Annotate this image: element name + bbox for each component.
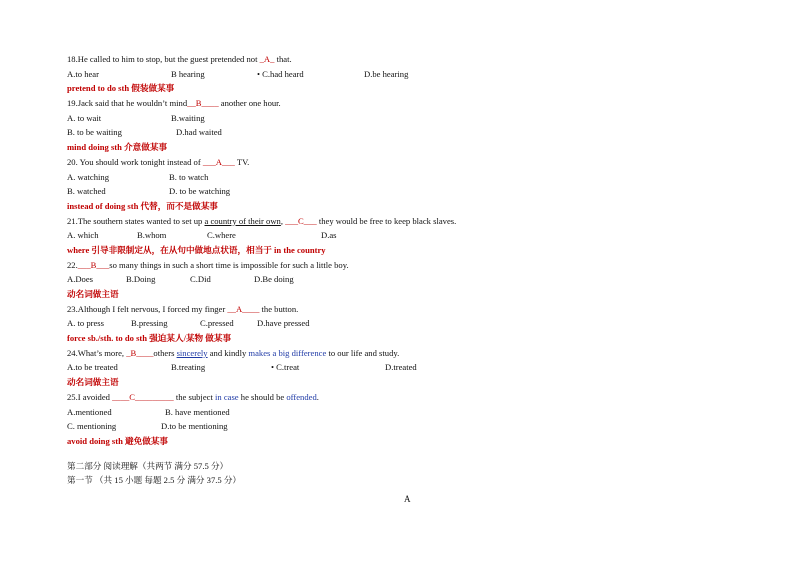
option-c: C. mentioning: [67, 421, 117, 432]
answer-blank: ___C___: [285, 215, 317, 226]
stem-text: 18.He called to him to stop, but the guest pretended not: [67, 54, 260, 64]
answer-blank: _B____: [126, 347, 154, 358]
option-b: B.whom: [137, 230, 167, 241]
highlighted-word: sincerely: [176, 347, 208, 358]
option-a: A. which: [67, 230, 99, 241]
question-18-note: pretend to do sth 假装做某事: [67, 83, 175, 94]
option-a: A. watching: [67, 171, 110, 182]
question-22-options: [67, 272, 747, 287]
question-23-note: force sb./sth. to do sth 强迫某人/某物 做某事: [67, 333, 232, 344]
question-21-stem: [67, 214, 747, 229]
question-22-stem: [67, 258, 747, 273]
stem-text: 22.: [67, 259, 78, 270]
question-22-note: 动名词做主语: [67, 289, 119, 299]
option-d: D. to be watching: [169, 186, 231, 197]
answer-blank: _A_: [259, 54, 275, 64]
stem-text: 21.The southern states wanted to set up: [67, 215, 205, 226]
question-24-options: [67, 360, 747, 375]
question-20-options-row2: [67, 184, 747, 199]
question-list: [67, 52, 747, 488]
option-c: • C.had heard: [257, 68, 304, 79]
highlighted-phrase: in case: [215, 391, 239, 402]
stem-text: 25.I avoided: [67, 391, 113, 402]
answer-blank: __A____: [227, 303, 260, 314]
question-25-note: avoid doing sth 避免做某事: [67, 435, 168, 446]
stem-text: so many things in such a short time is impossible for such a little boy.: [109, 259, 349, 270]
question-23-stem: [67, 302, 747, 317]
passage-label: A: [404, 494, 411, 504]
option-b: B.treating: [171, 362, 206, 373]
option-a: A.mentioned: [67, 406, 112, 417]
option-b: B. have mentioned: [165, 406, 230, 417]
question-21-options: [67, 228, 747, 243]
option-d: D.as: [321, 230, 337, 241]
option-a: A. to press: [67, 318, 104, 329]
highlighted-phrase: makes a big difference: [248, 347, 327, 358]
stem-text: the subject: [173, 391, 215, 402]
question-21-note: where 引导非限制定从，在从句中做地点状语，相当于 in the country: [67, 244, 326, 255]
question-19-options-row1: [67, 111, 747, 126]
stem-text: another one hour.: [218, 98, 281, 109]
option-a: A.to hear: [67, 68, 99, 79]
option-b: B. to watch: [169, 171, 209, 182]
answer-blank: ___A___: [202, 156, 235, 167]
option-c: B. to be waiting: [67, 127, 122, 138]
underlined-phrase: a country of their own: [204, 215, 281, 226]
stem-text: they would be free to keep black slaves.: [316, 215, 457, 226]
option-c: B. watched: [67, 186, 106, 197]
question-24-stem: [67, 346, 747, 361]
question-24-note: 动名词做主语: [67, 377, 119, 388]
option-c: C.Did: [190, 274, 211, 285]
option-d: D.to be mentioning: [161, 421, 228, 432]
stem-text: 24.What’s more,: [67, 347, 127, 358]
question-19-options-row2: [67, 125, 747, 140]
option-d: D.Be doing: [254, 274, 294, 285]
question-18-options: [67, 67, 747, 82]
stem-text: TV.: [234, 156, 250, 167]
option-a: A. to wait: [67, 112, 102, 123]
question-25-options-row1: [67, 405, 747, 420]
option-c: C.pressed: [200, 318, 234, 329]
option-b: B.Doing: [126, 274, 156, 285]
stem-text: 19.Jack said that he wouldn’t mind: [67, 98, 188, 109]
stem-text: he should be: [238, 391, 287, 402]
highlighted-word: offended: [286, 391, 317, 402]
answer-blank: ___B___: [77, 259, 110, 270]
section-sub-title: 第一节 （共 15 小题 每题 2.5 分 满分 37.5 分）: [67, 475, 242, 486]
option-b: B.pressing: [131, 318, 168, 329]
question-25-options-row2: [67, 419, 747, 434]
stem-text: 20. You should work tonight instead of: [67, 156, 203, 167]
stem-text: 23.Although I felt nervous, I forced my finger: [67, 303, 228, 314]
answer-blank: ____C_________: [112, 391, 174, 402]
option-a: A.to be treated: [67, 362, 118, 373]
question-23-options: [67, 316, 747, 331]
option-c: • C.treat: [271, 362, 300, 373]
option-d: D.had waited: [176, 127, 222, 138]
answer-blank: __B____: [187, 98, 219, 109]
question-19-stem: [67, 96, 747, 111]
stem-text: others: [153, 347, 177, 358]
option-d: D.be hearing: [364, 68, 409, 79]
question-25-stem: [67, 390, 747, 405]
option-d: D.have pressed: [257, 318, 310, 329]
option-b: B.waiting: [171, 112, 205, 123]
stem-text: .: [316, 391, 319, 402]
question-20-options-row1: [67, 170, 747, 185]
stem-text: ,: [280, 215, 286, 226]
option-c: C.where: [207, 230, 236, 241]
option-b: B hearing: [171, 68, 205, 79]
question-20-note: instead of doing sth 代替，而不是做某事: [67, 200, 218, 211]
question-18-stem: [67, 52, 747, 67]
stem-text: and kindly: [207, 347, 249, 358]
stem-text: the button.: [259, 303, 299, 314]
question-19-note: mind doing sth 介意做某事: [67, 142, 168, 153]
section-part-title: 第二部分 阅读理解（共两节 满分 57.5 分）: [67, 460, 229, 471]
stem-text: to our life and study.: [326, 347, 400, 358]
option-a: A.Does: [67, 274, 94, 285]
question-20-stem: [67, 155, 747, 170]
option-d: D.treated: [385, 362, 417, 373]
stem-text: that.: [274, 54, 292, 64]
